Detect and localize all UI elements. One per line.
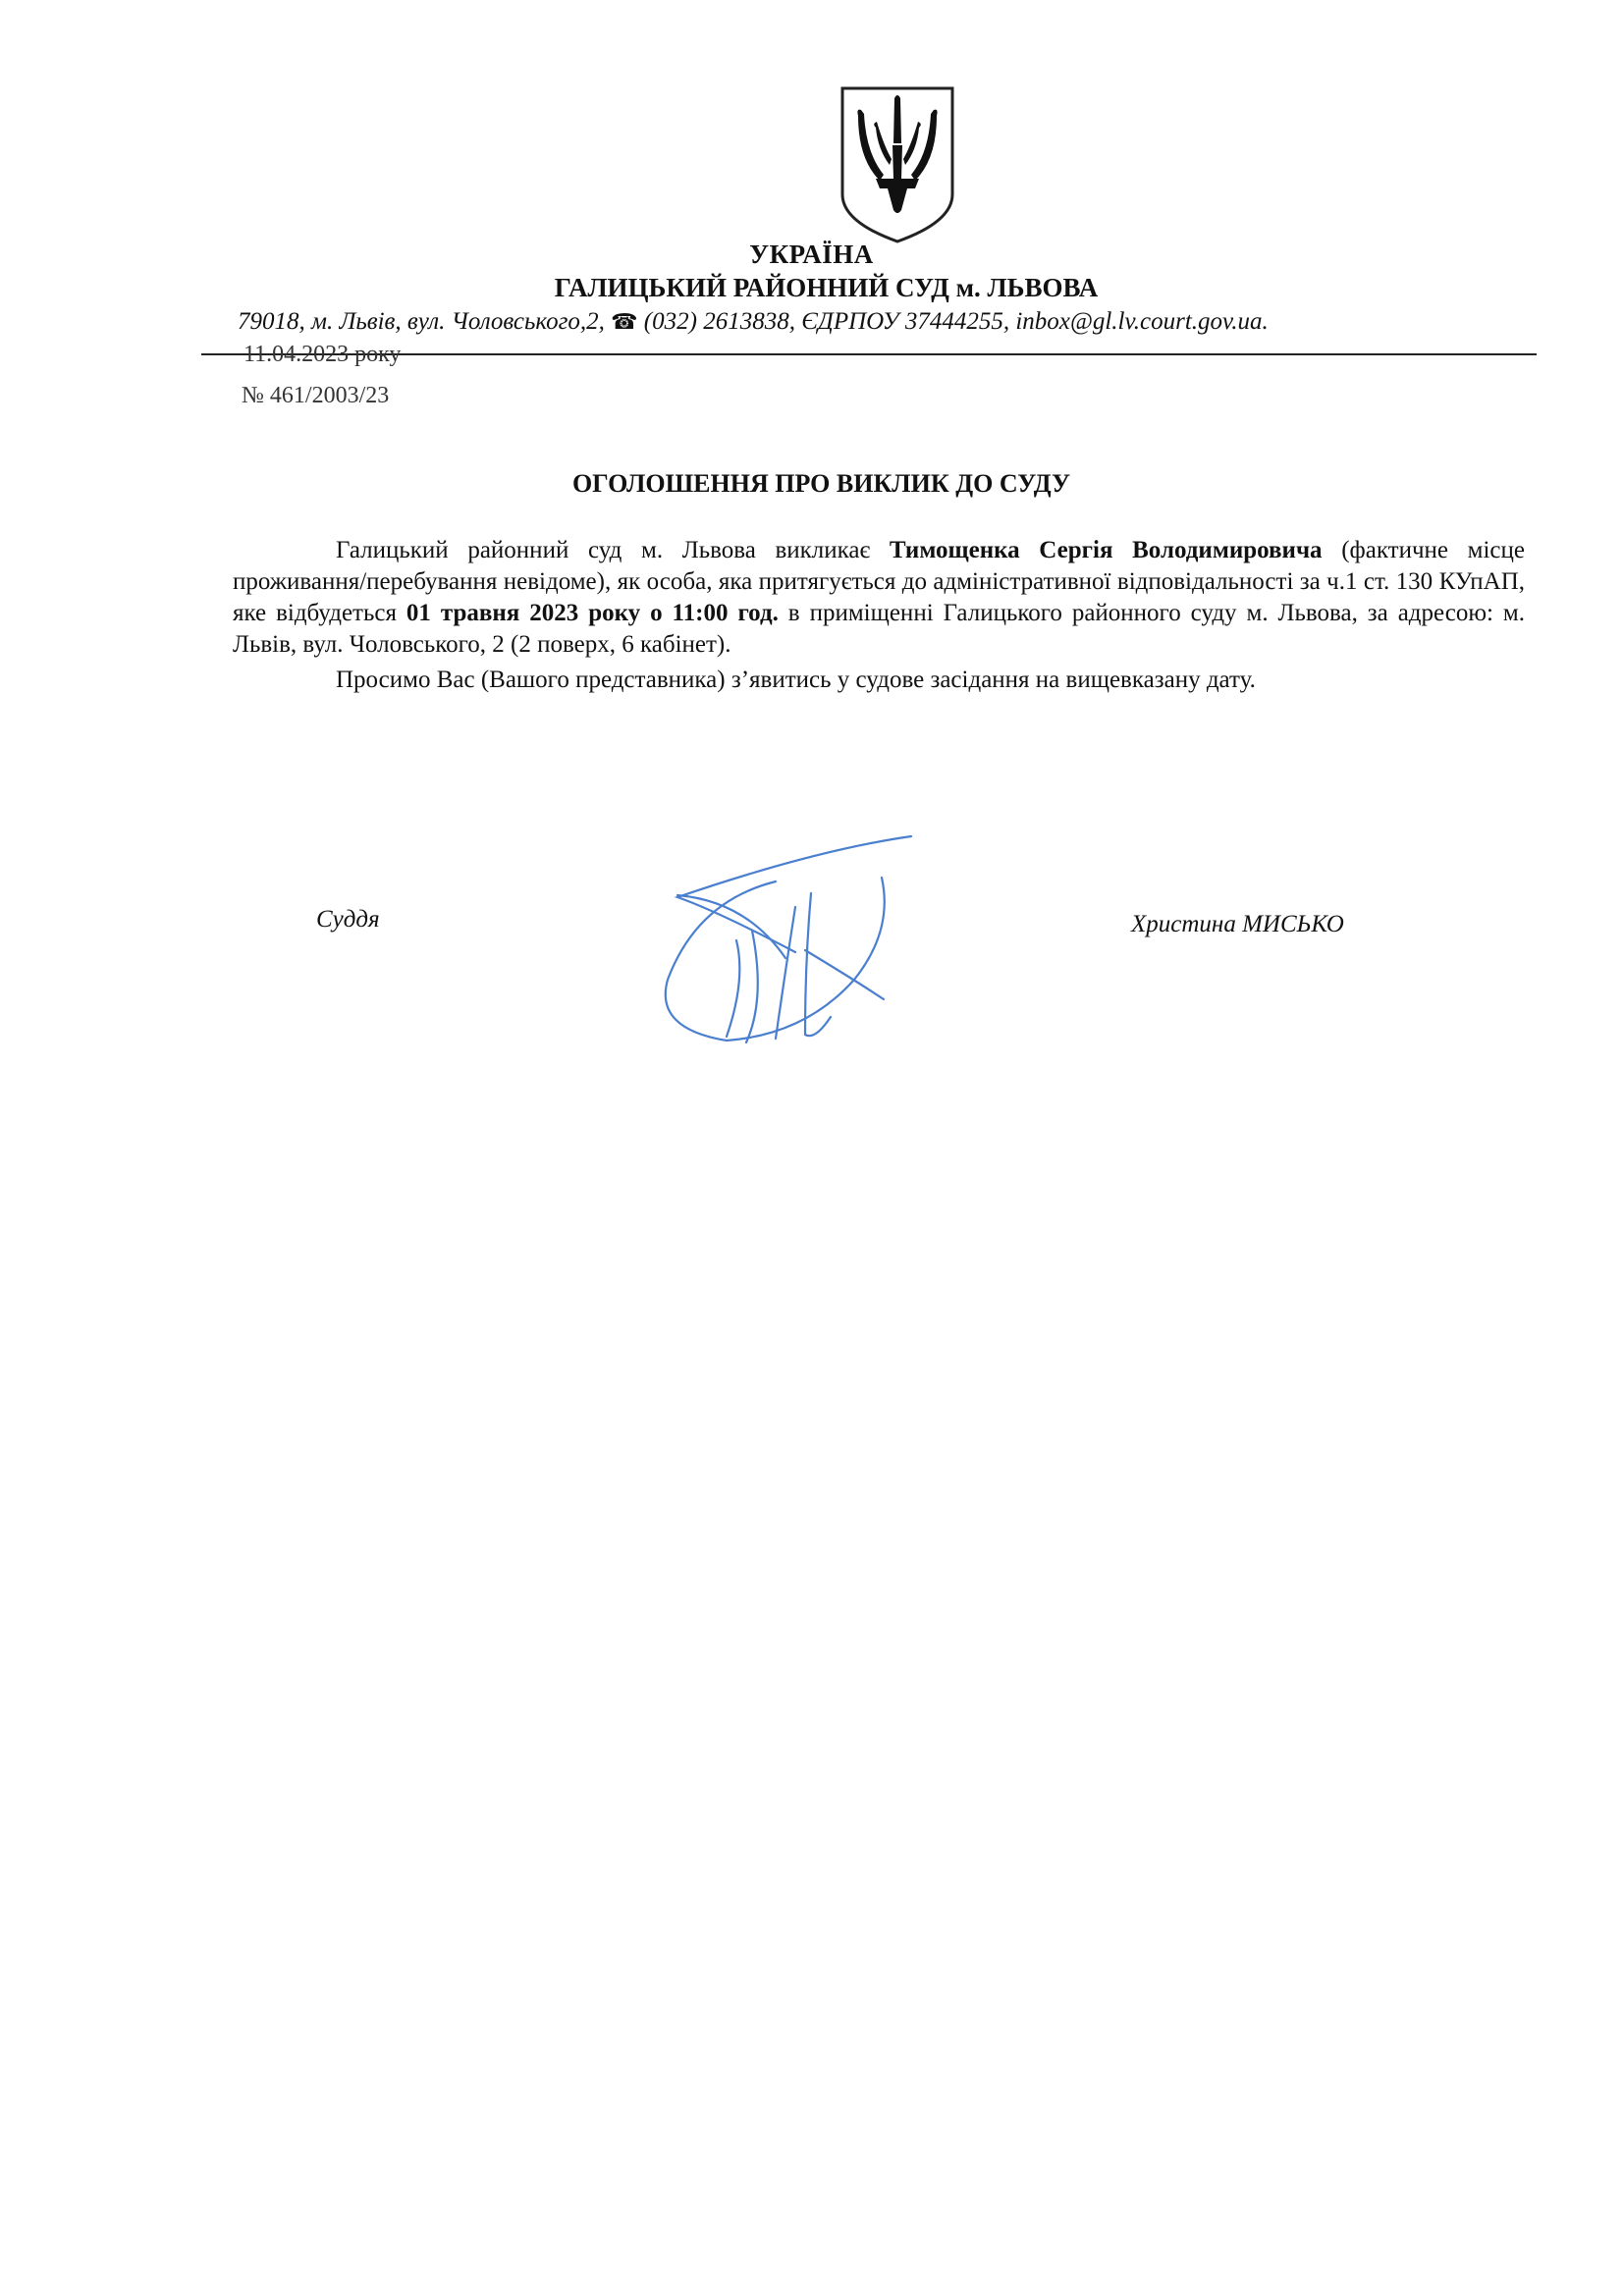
letterhead-rule — [201, 353, 1537, 355]
country-title: УКРАЇНА — [749, 240, 874, 269]
notice-paragraph-1 — [233, 535, 1525, 661]
court-name: ГАЛИЦЬКИЙ РАЙОННИЙ СУД м. ЛЬВОВА — [554, 273, 1099, 302]
handwritten-signature — [658, 832, 923, 1058]
judge-name: Христина МИСЬКО — [1131, 911, 1344, 937]
p1-text-1: Галицький районний суд м. Львова викликає — [336, 537, 890, 563]
p1-text-3: в приміщенні Галицького районного суду м. Львова, за адресою: м. Львів, вул. Чоловського, 2 (2 поверх, 6 кабінет). — [233, 600, 1525, 658]
notice-heading: ОГОЛОШЕННЯ ПРО ВИКЛИК ДО СУДУ — [571, 469, 1071, 498]
p1-text-2: (фактичне місце проживання/перебування невідоме), як особа, яка притягується до адміністративної відповідальності за ч.1 ст. 130 КУпАП, яке відбудеться — [233, 537, 1525, 626]
document-date: 11.04.2023 року — [243, 342, 402, 367]
judge-title: Суддя — [316, 906, 380, 933]
coat-of-arms-icon — [837, 84, 958, 245]
case-number: № 461/2003/23 — [242, 383, 390, 408]
court-address — [238, 308, 1269, 336]
notice-paragraph-2: Просимо Вас (Вашого представника) з’явитись у судове засідання на вищевказану дату. — [336, 667, 1256, 693]
telephone-icon: ☎ — [611, 309, 638, 334]
hearing-datetime: 01 травня 2023 року о 11:00 год. — [406, 600, 779, 626]
notice-body — [233, 535, 1525, 696]
summoned-person-name: Тимощенка Сергія Володимировича — [889, 537, 1323, 563]
address-part-1: 79018, м. Львів, вул. Чоловського,2, — [238, 308, 612, 335]
address-part-2: (032) 2613838, ЄДРПОУ 37444255, inbox@gl.lv.court.gov.ua. — [637, 308, 1269, 335]
